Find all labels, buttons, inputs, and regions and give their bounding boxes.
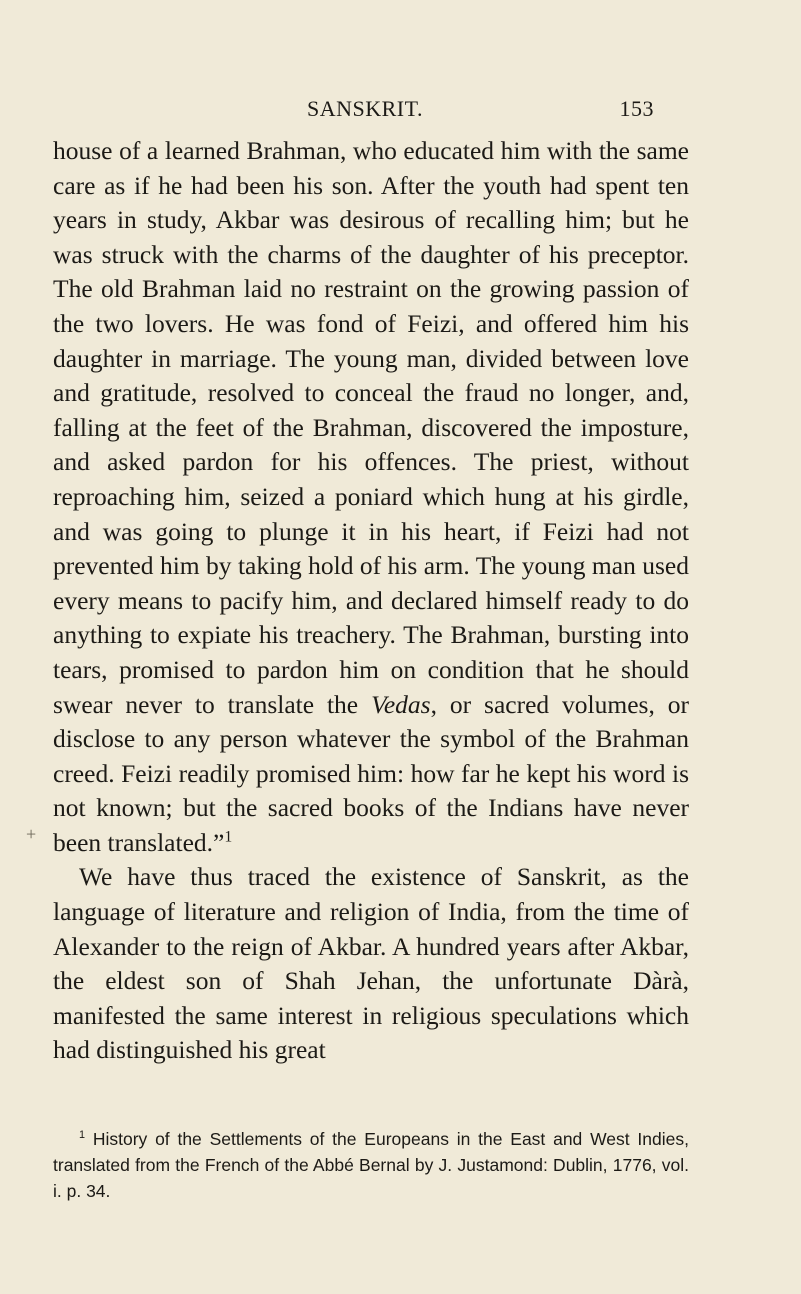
paragraph-1-part-2: , or sacred volumes, or disclose to any person whatever the symbol of the Brahman creed. Feizi readily promised him: how far he kept his word is not known; but the sacred books of the Indians have never been translated.” — [53, 689, 690, 857]
margin-mark: + — [26, 824, 37, 844]
footnote-reference: 1 — [224, 828, 233, 846]
paragraph-1 — [53, 134, 689, 860]
footnote — [53, 1126, 689, 1204]
running-head-title: SANSKRIT. — [307, 96, 423, 121]
footnote-text: History of the Settlements of the Europeans in the East and West Indies, translated from the French of the Abbé Bernal by J. Justamond: Dublin, 1776, vol. i. p. 34. — [53, 1129, 689, 1201]
footnote-marker: 1 — [79, 1129, 86, 1142]
paragraph-2: We have thus traced the existence of Sanskrit, as the language of literature and religion of India, from the time of Alexander to the reign of Akbar. A hundred years after Akbar, the eldest son of Shah Jehan, the unfortunate Dàrà, manifested the same interest in religious speculations which had distinguished his great — [53, 862, 689, 1065]
vedas-italic: Vedas — [371, 689, 431, 719]
paragraph-1-part-1: house of a learned Brahman, who educated him with the same care as if he had been his son. After the youth had spent ten years in study, Akbar was desirous of recalling him; but he was struck with the charms of the daughter of his preceptor. The old Brahman laid no restraint on the growing passion of the two lovers. He was fond of Feizi, and offered him his daughter in marriage. The young man, divided between love and gratitude, resolved to conceal the fraud no longer, and, falling at the feet of the Brahman, discovered the imposture, and asked pardon for his offences. The priest, without reproaching him, seized a poniard which hung at his girdle, and was going to plunge it in his heart, if Feizi had not prevented him by taking hold of his arm. The young man used every means to pacify him, and declared himself ready to do anything to expiate his treachery. The Brahman, bursting into tears, promised to pardon him on condition that he should swear never to translate the — [53, 136, 689, 719]
page-number: 153 — [619, 96, 654, 121]
body-text — [53, 134, 689, 1068]
